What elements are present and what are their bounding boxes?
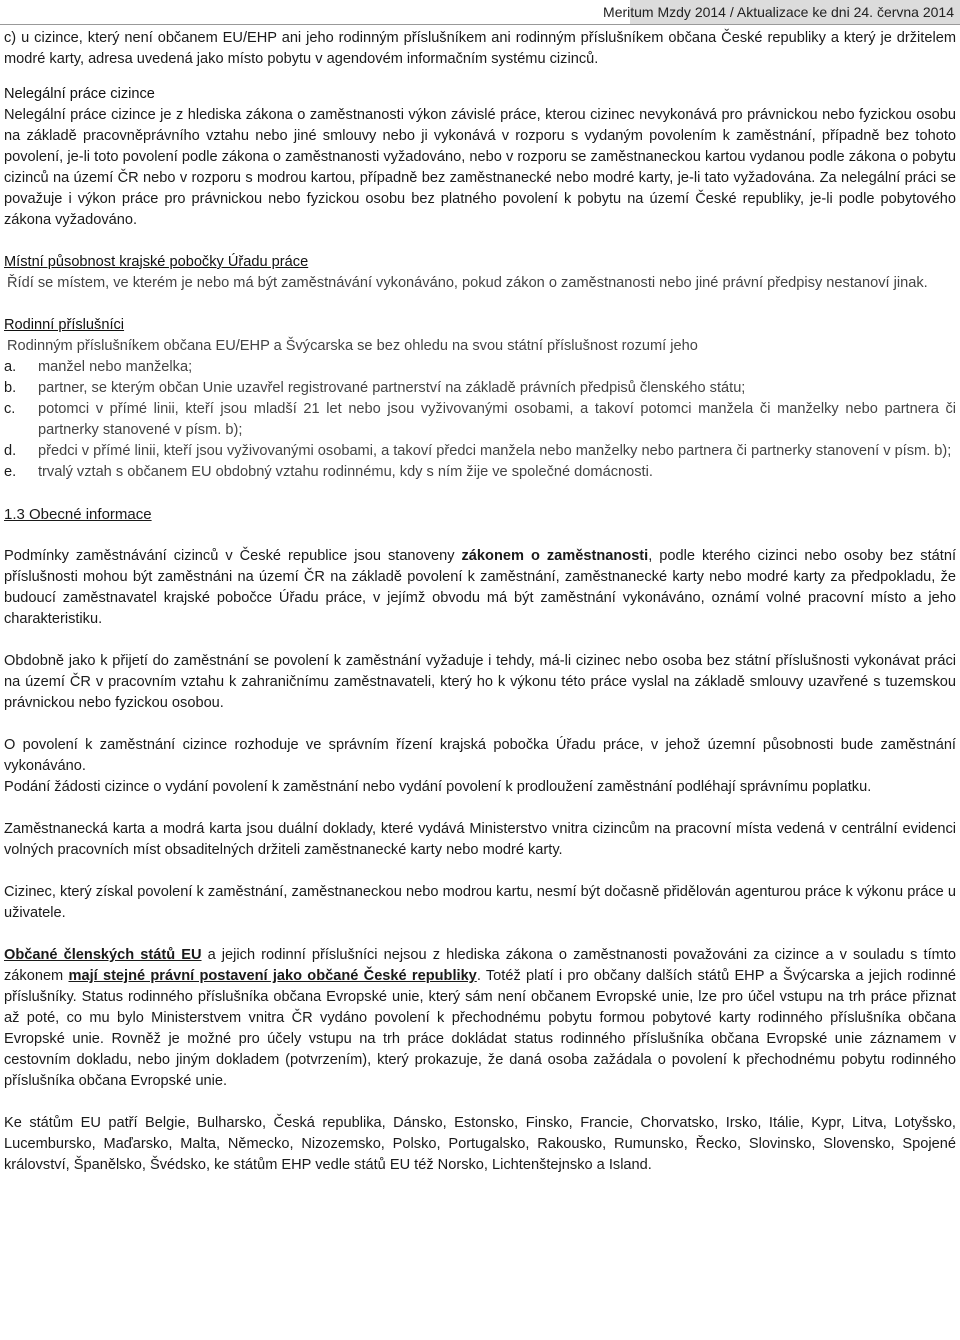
general-info-paragraph-2: Obdobně jako k přijetí do zaměstnání se povolení k zaměstnání vyžaduje i tehdy, má-li cizinec nebo osoba bez státní příslušnosti vykonávat práci na území ČR v pracovním vztahu k zahraničnímu zaměstnavateli, který ho k výkonu této práce vyslal na základě smlouvy uzavřené s tuzemskou právnickou nebo fyzickou osobou. bbox=[4, 653, 956, 711]
jurisdiction-heading: Místní působnost krajské pobočky Úřadu práce bbox=[4, 254, 309, 270]
family-heading: Rodinní příslušníci bbox=[4, 317, 125, 333]
list-marker: b. bbox=[4, 380, 17, 396]
list-item-text: potomci v přímé linii, kteří jsou mladší 21 let nebo jsou vyživovanými osobami, a takoví potomci manžela či manželky nebo partnera či partnerky stanovené v písm. b); bbox=[38, 401, 956, 438]
list-item-text: trvalý vztah s občanem EU obdobný vztahu rodinnému, kdy s ním žije ve společné domácnosti. bbox=[38, 464, 653, 480]
law-reference: zákonem o zaměstnanosti bbox=[461, 548, 649, 564]
list-item bbox=[4, 462, 956, 483]
equal-status-emphasis: mají stejné právní postavení jako občané České republiky bbox=[68, 968, 477, 984]
list-item bbox=[4, 399, 956, 441]
list-item bbox=[4, 378, 956, 399]
list-item-text: partner, se kterým občan Unie uzavřel registrované partnerství na základě právních předpisů členského státu; bbox=[38, 380, 746, 396]
running-header: Meritum Mzdy 2014 / Aktualizace ke dni 24. června 2014 bbox=[603, 4, 954, 20]
section-1-3-heading: 1.3 Obecné informace bbox=[4, 506, 152, 523]
intro-paragraph-c: c) u cizince, který není občanem EU/EHP ani jeho rodinným příslušníkem ani rodinným příslušníkem občana České republiky a který je držitelem modré karty, adresa uvedená jako místo pobytu v agendovém informačním systému cizinců. bbox=[4, 30, 956, 67]
document-page bbox=[4, 28, 956, 1176]
list-marker: a. bbox=[4, 359, 17, 375]
general-info-paragraph-5: Cizinec, který získal povolení k zaměstnání, zaměstnaneckou nebo modrou kartu, nesmí být dočasně přidělován agenturou práce k výkonu práce u uživatele. bbox=[4, 884, 956, 921]
general-info-paragraph-6: Občané členských států EU a jejich rodinní příslušníci nejsou z hlediska zákona o zaměstnanosti považováni za cizince a v souladu s tímto zákonem mají stejné právní postavení jako občané České republiky. Totéž platí i pro občany dalších států EHP a Švýcarska a jejich rodinné příslušníky. Status rodinného příslušníka občana Evropské unie, který sám není občanem Evropské unie, lze pro účel vstupu na trh práce přiznat až poté, co mu bylo Ministerstvem vnitra ČR vydáno povolení k přechodnému pobytu formou pobytové karty rodinného příslušníka občana Evropské unie. Rovněž je možné pro účely vstupu na trh práce dokládat status rodinného příslušníka občana Evropské unie záznamem v cestovním dokladu, nebo jiným dokladem (potvrzením), který prokazuje, že daná osoba zažádala o povolení k přechodnému pobytu rodinného příslušníka občana Evropské unie. bbox=[4, 947, 956, 1089]
list-item-text: předci v přímé linii, kteří jsou vyživovanými osobami, a takoví předci manžela nebo manželky nebo partnera či partnerky stanovení v písm. b); bbox=[38, 443, 952, 459]
eu-citizens-emphasis: Občané členských států EU bbox=[4, 947, 202, 963]
family-list bbox=[4, 357, 956, 483]
list-item bbox=[4, 357, 956, 378]
list-item bbox=[4, 441, 956, 462]
general-info-paragraph-4: Zaměstnanecká karta a modrá karta jsou duální doklady, které vydává Ministerstvo vnitra cizincům na pracovní místa vedená v centrální evidenci volných pracovních míst obsaditelných držiteli zaměstnanecké karty nebo modré karty. bbox=[4, 821, 956, 858]
jurisdiction-paragraph: Řídí se místem, ve kterém je nebo má být zaměstnávání vykonáváno, pokud zákon o zaměstnanosti nebo jiné právní předpisy nestanoví jinak. bbox=[7, 275, 928, 291]
header-rule bbox=[0, 24, 960, 25]
general-info-paragraph-7: Ke státům EU patří Belgie, Bulharsko, Česká republika, Dánsko, Estonsko, Finsko, Francie, Chorvatsko, Irsko, Itálie, Kypr, Litva, Lotyšsko, Lucembursko, Maďarsko, Malta, Německo, Nizozemsko, Polsko, Portugalsko, Rakousko, Rumunsko, Řecko, Slovinsko, Slovensko, Spojené království, Španělsko, Švédsko, ke státům EHP vedle států EU též Norsko, Lichtenštejnsko a Island. bbox=[4, 1115, 956, 1173]
general-info-paragraph-1: Podmínky zaměstnávání cizinců v České republice jsou stanoveny zákonem o zaměstnanosti, podle kterého cizinci nebo osoby bez státní příslušnosti mohou být zaměstnáni na území ČR na základě povolení k zaměstnání, zaměstnanecké karty nebo modré karty za předpokladu, že budoucí zaměstnavatel krajské pobočce Úřadu práce, v jejímž obvodu má být zaměstnání vykonáváno, oznámí volné pracovní místo a jeho charakteristiku. bbox=[4, 548, 956, 627]
family-lead: Rodinným příslušníkem občana EU/EHP a Švýcarska se bez ohledu na svou státní příslušnost rozumí jeho bbox=[7, 338, 698, 354]
illegal-work-paragraph: Nelegální práce cizince je z hlediska zákona o zaměstnanosti výkon závislé práce, kterou cizinec nevykonává pro právnickou nebo fyzickou osobu na základě pracovněprávního vztahu nebo jiné smlouvy nebo ji vykonává v rozporu s vydaným povolením k zaměstnání, případně bez tohoto povolení, je-li toto povolení podle zákona o zaměstnanosti vyžadováno, nebo v rozporu se zaměstnaneckou kartou vydanou podle zákona o pobytu cizinců na území ČR nebo v rozporu s modrou kartou, případně bez zaměstnanecké nebo modré karty, je-li tato vyžadována. Za nelegální práci se považuje i výkon práce pro právnickou nebo fyzickou osobu bez platného povolení k pobytu na území České republiky, je-li podle pobytového zákona vyžadováno. bbox=[4, 107, 956, 228]
list-marker: e. bbox=[4, 464, 17, 480]
general-info-paragraph-3a: O povolení k zaměstnání cizince rozhoduje ve správním řízení krajská pobočka Úřadu práce, v jehož územní působnosti bude zaměstnání vykonáváno. bbox=[4, 737, 956, 774]
illegal-work-heading: Nelegální práce cizince bbox=[4, 86, 155, 102]
list-marker: d. bbox=[4, 443, 17, 459]
list-item-text: manžel nebo manželka; bbox=[38, 359, 193, 375]
list-marker: c. bbox=[4, 401, 16, 417]
general-info-paragraph-3b: Podání žádosti cizince o vydání povolení k zaměstnání nebo vydání povolení k prodloužení zaměstnání podléhají správnímu poplatku. bbox=[4, 779, 872, 795]
